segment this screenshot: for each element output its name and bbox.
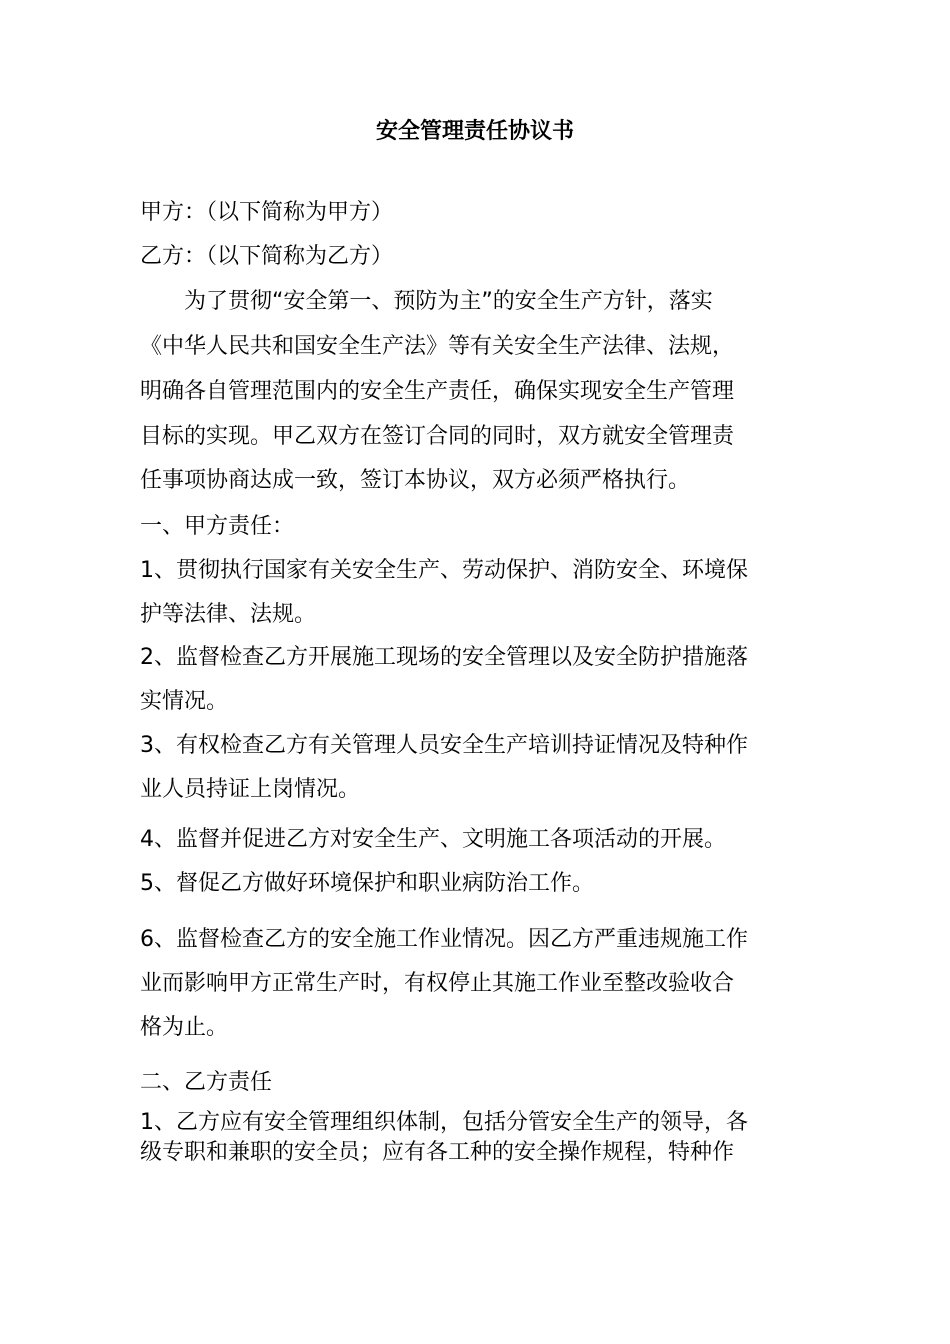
section-b-line-1: 1、乙方应有安全管理组织体制，包括分管安全生产的领导，各 — [140, 1110, 748, 1135]
section-a-line-3: 2、监督检查乙方开展施工现场的安全管理以及安全防护措施落 — [140, 645, 748, 670]
preamble-line-1: 为了贯彻“安全第一、预防为主”的安全生产方针，落实 — [140, 289, 713, 314]
section-a-line-2: 护等法律、法规。 — [140, 602, 317, 627]
section-a-line-8: 5、督促乙方做好环境保护和职业病防治工作。 — [140, 871, 594, 896]
section-a-line-1: 1、贯彻执行国家有关安全生产、劳动保护、消防安全、环境保 — [140, 558, 748, 583]
section-b-heading: 二、乙方责任 — [140, 1070, 273, 1095]
preamble-line-2: 《中华人民共和国安全生产法》等有关安全生产法律、法规， — [140, 334, 735, 359]
preamble-line-4: 目标的实现。甲乙双方在签订合同的同时，双方就安全管理责 — [140, 424, 735, 449]
section-a-line-9: 6、监督检查乙方的安全施工作业情况。因乙方严重违规施工作 — [140, 927, 748, 952]
section-a-line-6: 业人员持证上岗情况。 — [140, 777, 361, 802]
party-a-line: 甲方：（以下简称为甲方） — [140, 200, 394, 225]
section-a-line-11: 格为止。 — [140, 1015, 229, 1040]
section-a-line-5: 3、有权检查乙方有关管理人员安全生产培训持证情况及特种作 — [140, 733, 748, 758]
section-a-heading: 一、甲方责任： — [140, 514, 295, 539]
document-title: 安全管理责任协议书 — [375, 119, 574, 144]
preamble-line-5: 任事项协商达成一致，签订本协议，双方必须严格执行。 — [140, 468, 691, 493]
section-a-line-4: 实情况。 — [140, 689, 229, 714]
party-b-line: 乙方：（以下简称为乙方） — [140, 244, 394, 269]
section-a-line-7: 4、监督并促进乙方对安全生产、文明施工各项活动的开展。 — [140, 827, 726, 852]
preamble-line-3: 明确各自管理范围内的安全生产责任，确保实现安全生产管理 — [140, 379, 735, 404]
section-b-line-2: 级专职和兼职的安全员；应有各工种的安全操作规程，特种作 — [140, 1140, 735, 1165]
section-a-line-10: 业而影响甲方正常生产时，有权停止其施工作业至整改验收合 — [140, 971, 735, 996]
